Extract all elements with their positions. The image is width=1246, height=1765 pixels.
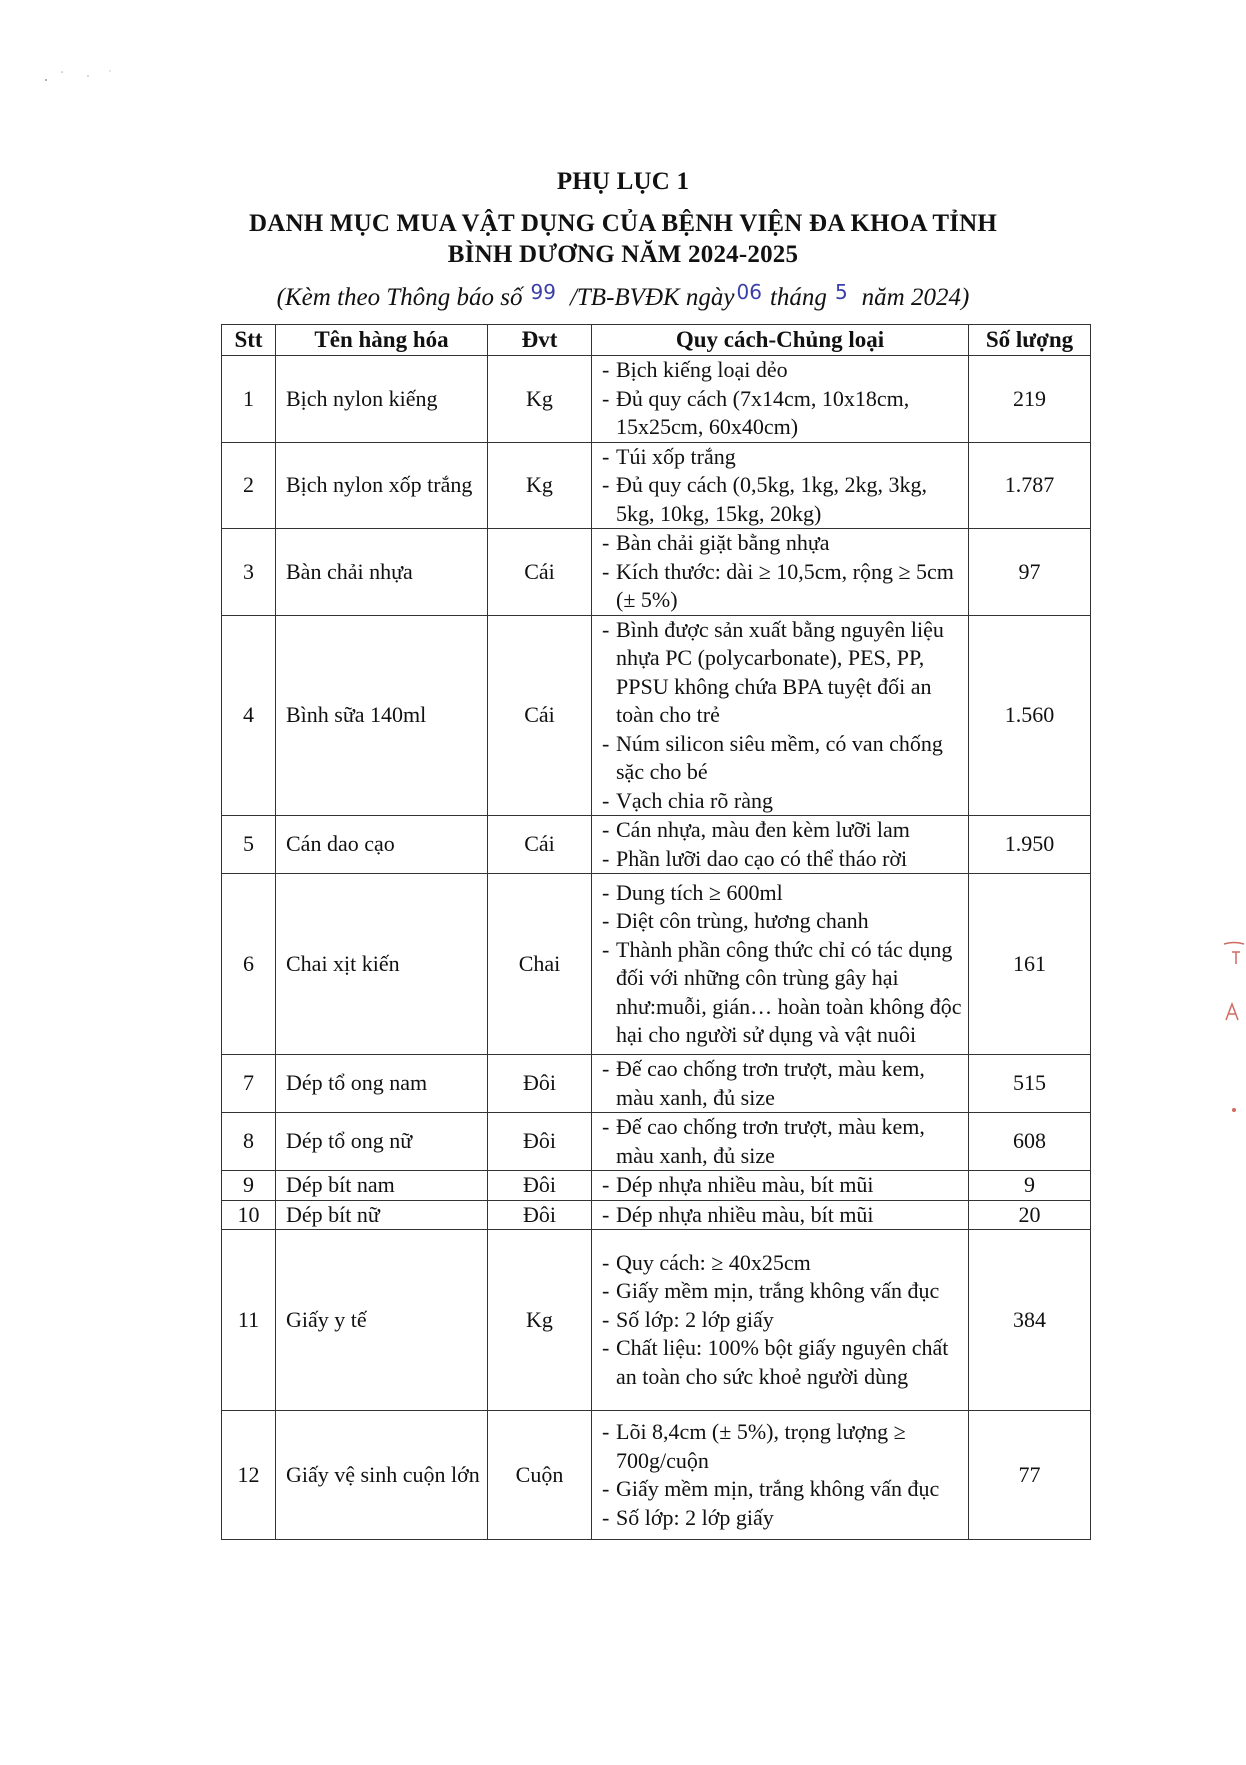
cell-name: Chai xịt kiến xyxy=(276,874,488,1055)
handwritten-month: 5 xyxy=(834,280,848,304)
header-name: Tên hàng hóa xyxy=(276,325,488,356)
spec-line: - Cán nhựa, màu đen kèm lưỡi lam xyxy=(602,816,962,845)
spec-line: - Bịch kiếng loại dẻo xyxy=(602,356,962,385)
handwritten-day: 06 xyxy=(736,280,762,304)
cell-qty: 1.560 xyxy=(969,615,1091,816)
cell-name: Dép bít nam xyxy=(276,1171,488,1201)
spec-line: - Vạch chia rõ ràng xyxy=(602,787,962,816)
reference-mid: /TB-BVĐK ngày xyxy=(569,284,735,311)
cell-qty: 77 xyxy=(969,1411,1091,1540)
reference-line xyxy=(0,280,1246,312)
cell-qty: 97 xyxy=(969,529,1091,616)
table-header-row xyxy=(222,325,1091,356)
cell-name: Bình sữa 140ml xyxy=(276,615,488,816)
cell-spec xyxy=(592,874,969,1055)
spec-line: - Diệt côn trùng, hương chanh xyxy=(602,907,962,936)
margin-stamp-dot xyxy=(1228,1100,1240,1112)
table-row xyxy=(222,442,1091,529)
header-spec: Quy cách-Chủng loại xyxy=(592,325,969,356)
spec-line: - Lõi 8,4cm (± 5%), trọng lượng ≥ 700g/cuộn xyxy=(602,1418,962,1475)
cell-unit: Cái xyxy=(488,615,592,816)
cell-name: Cán dao cạo xyxy=(276,816,488,874)
spec-line: - Chất liệu: 100% bột giấy nguyên chất an toàn cho sức khoẻ người dùng xyxy=(602,1334,962,1391)
cell-unit: Đôi xyxy=(488,1113,592,1171)
cell-name: Dép tổ ong nam xyxy=(276,1055,488,1113)
table-row xyxy=(222,1113,1091,1171)
spec-line: - Túi xốp trắng xyxy=(602,443,962,472)
cell-qty: 1.787 xyxy=(969,442,1091,529)
cell-spec xyxy=(592,1200,969,1230)
cell-qty: 384 xyxy=(969,1230,1091,1411)
table-row xyxy=(222,615,1091,816)
spec-line: - Đủ quy cách (0,5kg, 1kg, 2kg, 3kg, 5kg, 10kg, 15kg, 20kg) xyxy=(602,471,962,528)
cell-stt: 10 xyxy=(222,1200,276,1230)
spec-line: - Thành phần công thức chỉ có tác dụng đối với những côn trùng gây hại như:muỗi, gián… hoàn toàn không độc hại cho người sử dụng và vật nuôi xyxy=(602,936,962,1050)
table-row xyxy=(222,1200,1091,1230)
cell-name: Bịch nylon kiếng xyxy=(276,356,488,443)
cell-unit: Kg xyxy=(488,442,592,529)
cell-unit: Kg xyxy=(488,1230,592,1411)
spec-line: - Dung tích ≥ 600ml xyxy=(602,879,962,908)
cell-stt: 4 xyxy=(222,615,276,816)
spec-line: - Số lớp: 2 lớp giấy xyxy=(602,1504,962,1533)
cell-unit: Cái xyxy=(488,529,592,616)
margin-stamp-fragment xyxy=(1220,940,1246,970)
table-row xyxy=(222,1171,1091,1201)
table-row xyxy=(222,874,1091,1055)
spec-line: - Đế cao chống trơn trượt, màu kem, màu xanh, đủ size xyxy=(602,1113,962,1170)
reference-suffix: năm 2024) xyxy=(861,284,970,311)
cell-stt: 2 xyxy=(222,442,276,529)
cell-spec xyxy=(592,1230,969,1411)
cell-name: Bàn chải nhựa xyxy=(276,529,488,616)
cell-qty: 219 xyxy=(969,356,1091,443)
cell-spec xyxy=(592,529,969,616)
cell-spec xyxy=(592,356,969,443)
cell-name: Bịch nylon xốp trắng xyxy=(276,442,488,529)
cell-stt: 9 xyxy=(222,1171,276,1201)
cell-unit: Đôi xyxy=(488,1200,592,1230)
spec-line: - Đế cao chống trơn trượt, màu kem, màu xanh, đủ size xyxy=(602,1055,962,1112)
cell-unit: Cuộn xyxy=(488,1411,592,1540)
cell-unit: Chai xyxy=(488,874,592,1055)
cell-stt: 11 xyxy=(222,1230,276,1411)
cell-unit: Kg xyxy=(488,356,592,443)
cell-qty: 515 xyxy=(969,1055,1091,1113)
spec-line: - Giấy mềm mịn, trắng không vấn đục xyxy=(602,1475,962,1504)
cell-spec xyxy=(592,1171,969,1201)
cell-stt: 7 xyxy=(222,1055,276,1113)
cell-stt: 3 xyxy=(222,529,276,616)
cell-spec xyxy=(592,1411,969,1540)
cell-stt: 5 xyxy=(222,816,276,874)
header-unit: Đvt xyxy=(488,325,592,356)
spec-line: - Quy cách: ≥ 40x25cm xyxy=(602,1249,962,1278)
margin-stamp-fragment-2 xyxy=(1222,1000,1242,1024)
spec-line: - Dép nhựa nhiều màu, bít mũi xyxy=(602,1201,962,1230)
spec-line: - Dép nhựa nhiều màu, bít mũi xyxy=(602,1171,962,1200)
cell-name: Dép bít nữ xyxy=(276,1200,488,1230)
scan-specks xyxy=(40,66,130,86)
cell-qty: 20 xyxy=(969,1200,1091,1230)
cell-unit: Cái xyxy=(488,816,592,874)
reference-prefix: (Kèm theo Thông báo số xyxy=(276,284,523,311)
cell-qty: 161 xyxy=(969,874,1091,1055)
cell-stt: 12 xyxy=(222,1411,276,1540)
cell-spec xyxy=(592,1055,969,1113)
table-row xyxy=(222,1411,1091,1540)
cell-qty: 1.950 xyxy=(969,816,1091,874)
cell-qty: 608 xyxy=(969,1113,1091,1171)
spec-line: - Phần lưỡi dao cạo có thể tháo rời xyxy=(602,845,962,874)
procurement-table xyxy=(221,324,1091,1540)
spec-line: - Đủ quy cách (7x14cm, 10x18cm, 15x25cm, 60x40cm) xyxy=(602,385,962,442)
cell-unit: Đôi xyxy=(488,1171,592,1201)
cell-name: Giấy y tế xyxy=(276,1230,488,1411)
handwritten-number: 99 xyxy=(530,280,556,304)
table-row xyxy=(222,529,1091,616)
table-body xyxy=(222,356,1091,1540)
spec-line: - Số lớp: 2 lớp giấy xyxy=(602,1306,962,1335)
cell-name: Giấy vệ sinh cuộn lớn xyxy=(276,1411,488,1540)
page-subtitle-line1: DANH MỤC MUA VẬT DỤNG CỦA BỆNH VIỆN ĐA KHOA TỈNH xyxy=(248,210,998,237)
cell-qty: 9 xyxy=(969,1171,1091,1201)
reference-month-label: tháng xyxy=(769,284,827,311)
spec-line: - Bàn chải giặt bằng nhựa xyxy=(602,529,962,558)
spec-line: - Núm silicon siêu mềm, có van chống sặc cho bé xyxy=(602,730,962,787)
header-stt: Stt xyxy=(222,325,276,356)
table-row xyxy=(222,816,1091,874)
table-row xyxy=(222,356,1091,443)
table-row xyxy=(222,1230,1091,1411)
cell-stt: 8 xyxy=(222,1113,276,1171)
spec-line: - Kích thước: dài ≥ 10,5cm, rộng ≥ 5cm (± 5%) xyxy=(602,558,962,615)
cell-spec xyxy=(592,816,969,874)
page-subtitle-line2: BÌNH DƯƠNG NĂM 2024-2025 xyxy=(447,241,799,268)
cell-stt: 6 xyxy=(222,874,276,1055)
header-qty: Số lượng xyxy=(969,325,1091,356)
spec-line: - Bình được sản xuất bằng nguyên liệu nhựa PC (polycarbonate), PES, PP, PPSU không chứa BPA tuyệt đối an toàn cho trẻ xyxy=(602,616,962,730)
cell-unit: Đôi xyxy=(488,1055,592,1113)
cell-spec xyxy=(592,615,969,816)
spec-line: - Giấy mềm mịn, trắng không vấn đục xyxy=(602,1277,962,1306)
cell-spec xyxy=(592,442,969,529)
cell-name: Dép tổ ong nữ xyxy=(276,1113,488,1171)
page-title: PHỤ LỤC 1 xyxy=(556,168,690,195)
cell-spec xyxy=(592,1113,969,1171)
table-row xyxy=(222,1055,1091,1113)
cell-stt: 1 xyxy=(222,356,276,443)
